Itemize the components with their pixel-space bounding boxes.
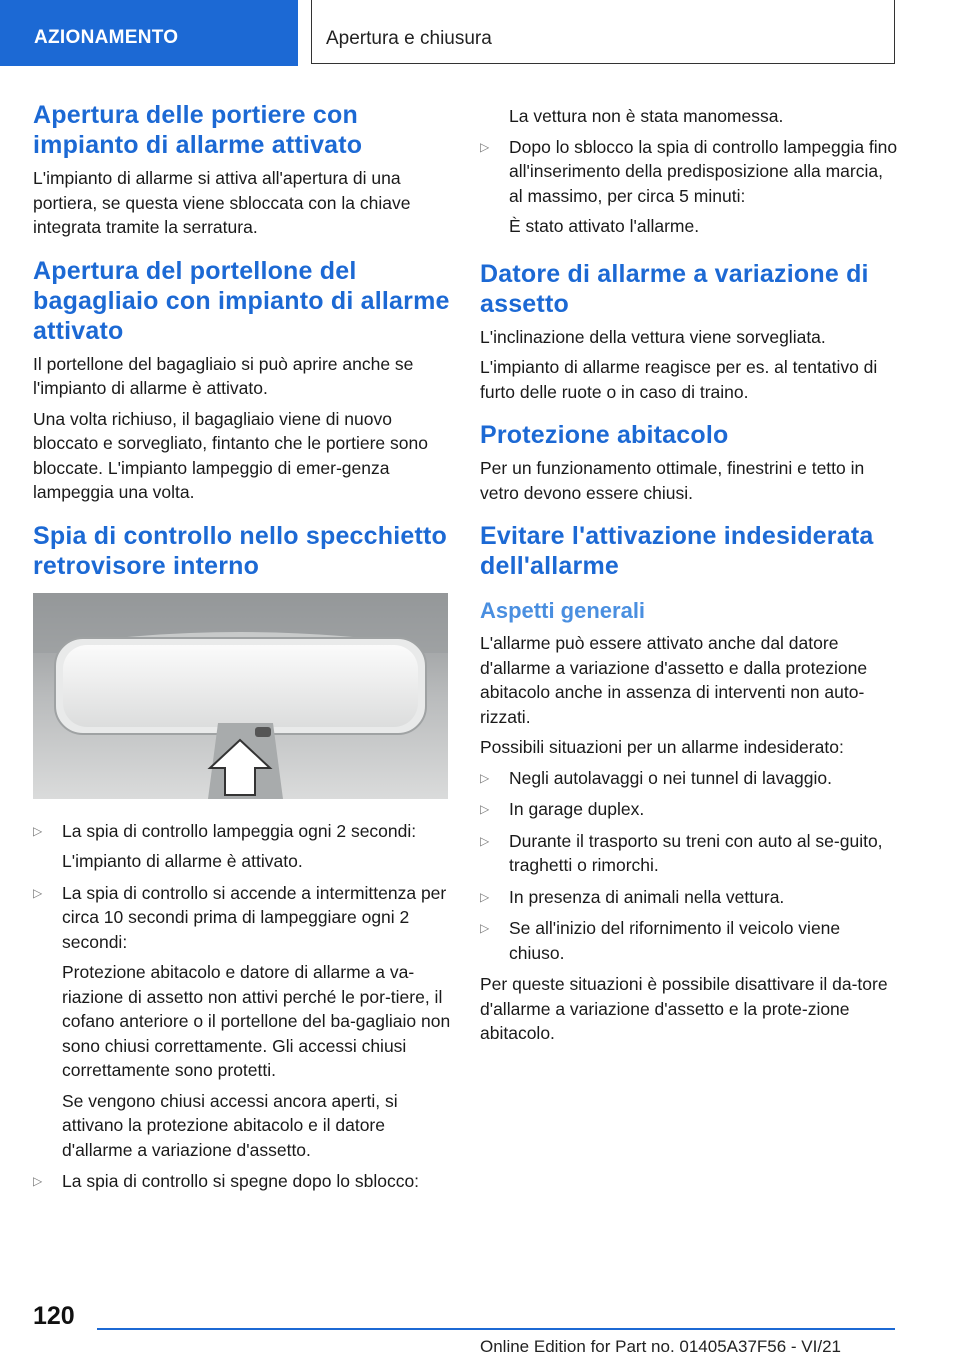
left-column [33, 100, 451, 1201]
section-title: Spia di controllo nello specchietto retrovisore interno [33, 521, 447, 580]
list-item-text: In presenza di animali nella vettura. [509, 886, 785, 907]
section-indicator-light [33, 521, 451, 1194]
right-column [480, 104, 898, 1052]
indicator-list-cont [480, 135, 898, 239]
list-item [480, 829, 898, 878]
bullet-arrow-icon: ▷ [33, 885, 43, 900]
bullet-arrow-icon: ▷ [33, 823, 43, 838]
section-title: Protezione abitacolo [480, 421, 729, 449]
paragraph: Possibili situazioni per un allarme indesiderato: [480, 737, 844, 757]
section-avoid-false-alarm [480, 521, 898, 1046]
list-item-text: Dopo lo sblocco la spia di controllo lampeggia fino all'inserimento della predisposizione alla marcia, al massimo, per circa 5 minuti: [509, 136, 898, 206]
paragraph: L'inclinazione della vettura viene sorvegliata. [480, 326, 826, 347]
paragraph: Per un funzionamento ottimale, finestrini e tetto in vetro devono essere chiusi. [480, 458, 865, 503]
list-item-text: Durante il trasporto su treni con auto al se-guito, traghetti o rimorchi. [509, 830, 883, 875]
list-item-detail: Se vengono chiusi accessi ancora aperti, si attivano la protezione abitacolo e il datore d'allarme a variazione d'assetto. [62, 1090, 398, 1160]
section-door-opening [33, 100, 451, 240]
list-item-text: La spia di controllo si accende a intermittenza per circa 10 secondi prima di lampeggiare ogni 2 secondi: [62, 882, 447, 952]
section-title: Datore di allarme a variazione di assetto [480, 259, 869, 318]
list-item-detail: La vettura non è stata manomessa. [509, 106, 784, 126]
list-item [480, 797, 898, 822]
bullet-arrow-icon: ▷ [480, 802, 490, 816]
list-item-text: In garage duplex. [509, 799, 645, 819]
paragraph: L'allarme può essere attivato anche dal datore d'allarme a variazione d'assetto e dalla protezione abitacolo anche in assenza di interventi non auto-rizzati. [480, 633, 868, 727]
page-number: 120 [33, 1302, 75, 1330]
paragraph: L'impianto di allarme si attiva all'apertura di una portiera, se questa viene sbloccata con la chiave integrata tramite la serratura. [33, 168, 411, 237]
indicator-list [33, 819, 451, 1194]
paragraph: Il portellone del bagagliaio si può aprire anche se l'impianto di allarme è attivato. [33, 353, 414, 398]
section-tailgate-opening [33, 256, 451, 505]
list-item [480, 135, 898, 239]
list-item [33, 819, 451, 874]
section-title: Apertura delle portiere con impianto di allarme attivato [33, 101, 363, 159]
page-header [0, 0, 960, 66]
bullet-arrow-icon: ▷ [480, 139, 490, 154]
bullet-arrow-icon: ▷ [480, 889, 490, 904]
bullet-arrow-icon: ▷ [480, 921, 490, 935]
section-tilt-alarm [480, 259, 898, 405]
edition-note: Online Edition for Part no. 01405A37F56 - VI/21 [480, 1337, 842, 1356]
list-item [480, 885, 898, 910]
section-tab [0, 0, 298, 66]
list-item-detail: Protezione abitacolo e datore di allarme a va-riazione di assetto non attivi perché le por-tiere, il cofano anteriore o il portellone del ba-gagliaio non sono chiusi correttamente. Gli accessi chiusi correttamente sono protetti. [62, 962, 451, 1080]
bullet-arrow-icon: ▷ [480, 833, 490, 848]
chapter-tab [311, 0, 895, 64]
list-item [480, 766, 898, 791]
bullet-arrow-icon: ▷ [33, 1174, 43, 1188]
list-item [480, 916, 898, 965]
list-item-detail: L'impianto di allarme è attivato. [62, 851, 303, 871]
list-item-text: Se all'inizio del rifornimento il veicolo viene chiuso. [509, 918, 841, 963]
list-item [33, 1169, 451, 1194]
list-item-text: Negli autolavaggi o nei tunnel di lavaggio. [509, 767, 833, 788]
list-item-text: La spia di controllo si spegne dopo lo sblocco: [62, 1171, 420, 1191]
paragraph: Una volta richiuso, il bagagliaio viene di nuovo bloccato e sorvegliato, fintanto che le portiere sono bloccate. L'impianto lampeggio di emer-genza lampeggia una volta. [33, 408, 428, 502]
list-item [33, 881, 451, 1163]
section-title: Apertura del portellone del bagagliaio con impianto di allarme attivato [33, 256, 450, 345]
chapter-title: Apertura e chiusura [326, 28, 492, 49]
paragraph: L'impianto di allarme reagisce per es. al tentativo di furto delle ruote o in caso di traino. [480, 357, 878, 402]
footer-divider [97, 1328, 895, 1330]
section-interior-protection [480, 420, 898, 505]
section-label: AZIONAMENTO [34, 27, 179, 48]
section-title: Evitare l'attivazione indesiderata dell'allarme [480, 522, 874, 580]
paragraph: Per queste situazioni è possibile disattivare il da-tore d'allarme a variazione d'assetto e la prote-zione abitacolo. [480, 974, 888, 1043]
subsection-title: Aspetti generali [480, 598, 646, 623]
list-item-detail: È stato attivato l'allarme. [509, 216, 700, 236]
rearview-mirror-image [33, 593, 448, 799]
bullet-arrow-icon: ▷ [480, 770, 490, 785]
situations-list [480, 766, 898, 966]
list-item-text: La spia di controllo lampeggia ogni 2 secondi: [62, 820, 417, 841]
